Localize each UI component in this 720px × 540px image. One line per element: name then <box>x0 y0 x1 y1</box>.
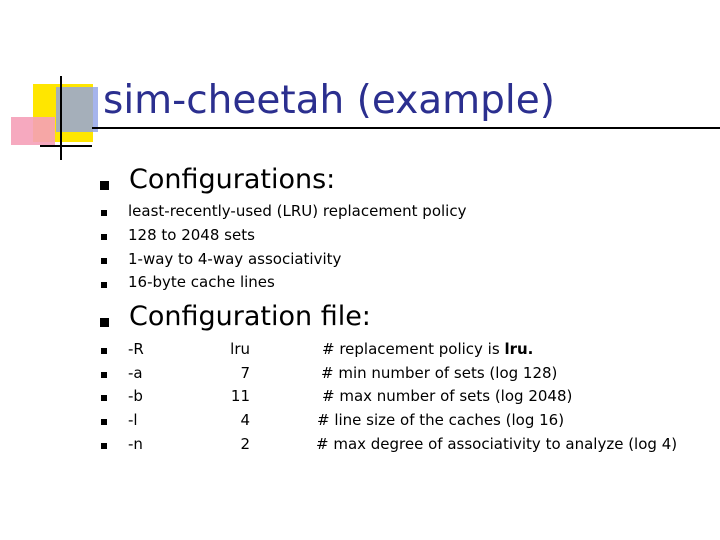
config-value: 4 <box>240 411 250 429</box>
config-flag: -n <box>128 435 143 453</box>
decor-red-square <box>11 117 55 145</box>
bullet-icon <box>101 419 107 425</box>
config-comment: # max number of sets (log 2048) <box>322 387 573 405</box>
config-value: 7 <box>240 364 250 382</box>
config-flag: -b <box>128 387 143 405</box>
bullet-icon <box>101 372 107 378</box>
title-underline <box>92 127 720 129</box>
section-heading-configurations: Configurations: <box>129 164 336 195</box>
bullet-icon <box>101 395 107 401</box>
decor-short-line <box>40 145 92 147</box>
config-flag: -R <box>128 340 144 358</box>
config-flag: -a <box>128 364 143 382</box>
comment-bold-text: lru. <box>504 340 534 358</box>
bullet-icon <box>101 443 107 449</box>
bullet-icon <box>101 210 107 216</box>
config-value: 2 <box>240 435 250 453</box>
bullet-icon <box>101 258 107 264</box>
config-comment: # min number of sets (log 128) <box>321 364 558 382</box>
list-item: 1-way to 4-way associativity <box>128 250 342 268</box>
config-comment: # line size of the caches (log 16) <box>317 411 565 429</box>
bullet-icon <box>101 282 107 288</box>
config-value: lru <box>230 340 250 358</box>
list-item: 16-byte cache lines <box>128 273 275 291</box>
section-heading-configuration-file: Configuration file: <box>129 301 371 332</box>
bullet-icon <box>101 234 107 240</box>
config-value: 11 <box>230 387 250 405</box>
list-item: 128 to 2048 sets <box>128 226 255 244</box>
bullet-icon <box>100 318 109 327</box>
config-comment <box>322 340 533 358</box>
list-item: least-recently-used (LRU) replacement policy <box>128 202 467 220</box>
decor-blue-square <box>56 87 98 132</box>
config-flag: -l <box>128 411 138 429</box>
slide-title: sim-cheetah (example) <box>103 78 555 123</box>
decor-vertical-line <box>60 76 62 160</box>
bullet-icon <box>100 181 109 190</box>
comment-text: # replacement policy is <box>322 340 500 358</box>
config-comment: # max degree of associativity to analyze (log 4) <box>316 435 678 453</box>
bullet-icon <box>101 348 107 354</box>
